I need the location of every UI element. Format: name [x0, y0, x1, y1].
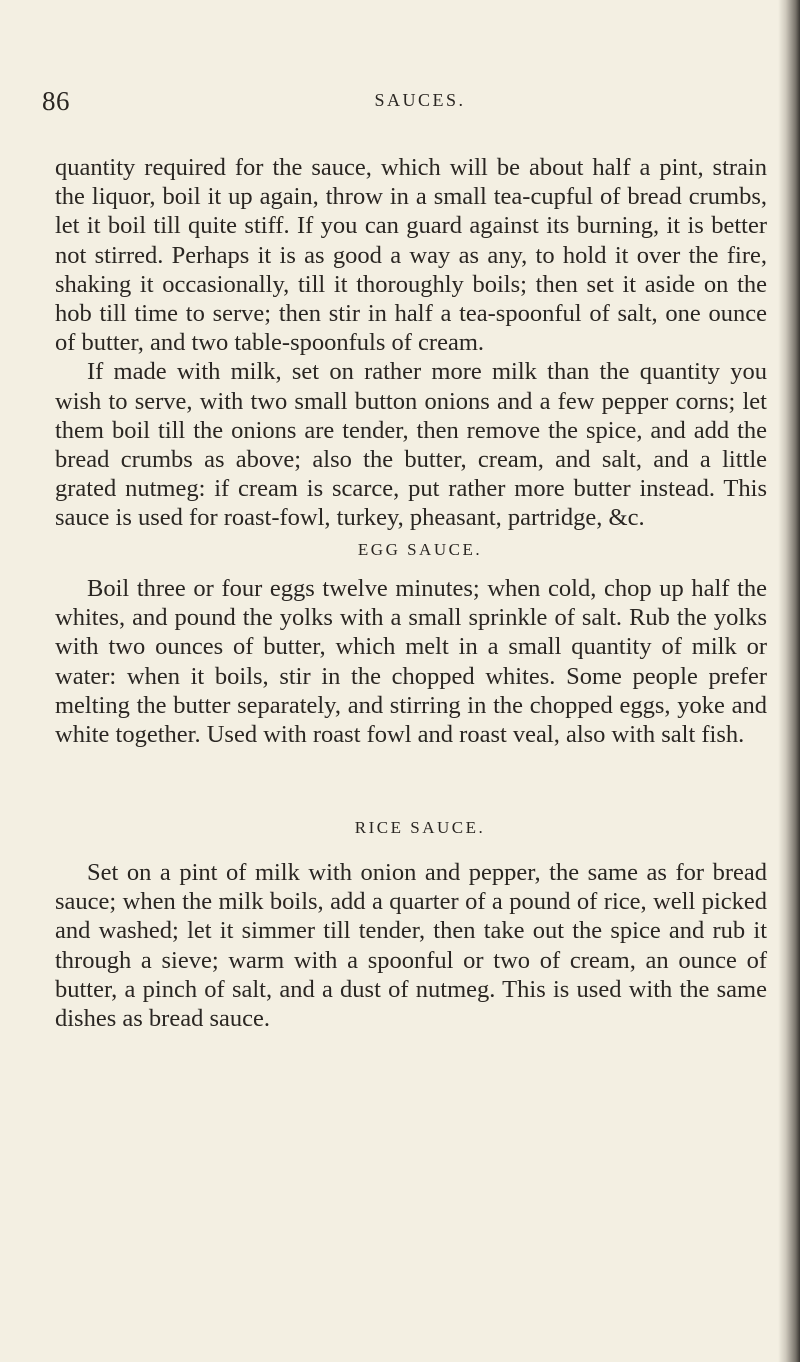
- egg-sauce-section: [55, 574, 767, 749]
- rice-sauce-section: [55, 858, 767, 1033]
- body-paragraph: Set on a pint of milk with onion and pepper, the same as for bread sauce; when the milk boils, add a quarter of a pound of rice, well picked and washed; let it simmer till tender, then take out the spice and rub it through a sieve; warm with a spoonful or two of cream, an ounce of butter, a pinch of salt, and a dust of nutmeg. This is used with the same dishes as bread sauce.: [55, 859, 767, 1033]
- section-heading-rice-sauce: RICE SAUCE.: [354, 818, 486, 837]
- bread-sauce-continued: [55, 153, 767, 533]
- body-paragraph: If made with milk, set on rather more milk than the quantity you wish to serve, with two small button onions and a few pepper corns; let them boil till the onions are tender, then remove the spice, and add the bread crumbs as above; also the butter, cream, and salt, and a little grated nutmeg: if cream is scarce, put rather more butter instead. This sauce is used for roast-fowl, turkey, pheasant, partridge, &c.: [55, 358, 767, 532]
- body-paragraph: quantity required for the sauce, which will be about half a pint, strain the liquor, boil it up again, throw in a small tea-cupful of bread crumbs, let it boil till quite stiff. If you can guard against its burning, it is better not stirred. Perhaps it is as good a way as any, to hold it over the fire, shaking it occasionally, till it thoroughly boils; then set it aside on the hob till time to serve; then stir in half a tea-spoonful of salt, one ounce of butter, and two table-spoonfuls of cream.: [55, 154, 767, 357]
- page-number: 86: [42, 86, 70, 116]
- body-paragraph: Boil three or four eggs twelve minutes; when cold, chop up half the whites, and pound the yolks with a small sprinkle of salt. Rub the yolks with two ounces of butter, which melt in a small quantity of milk or water: when it boils, stir in the chopped whites. Some people prefer melting the butter separately, and stirring in the chopped eggs, yoke and white together. Used with roast fowl and roast veal, also with salt fish.: [55, 575, 767, 749]
- page-edge-shadow: [778, 0, 800, 1362]
- section-heading-egg-sauce: EGG SAUCE.: [357, 540, 483, 559]
- running-head: SAUCES.: [374, 90, 466, 110]
